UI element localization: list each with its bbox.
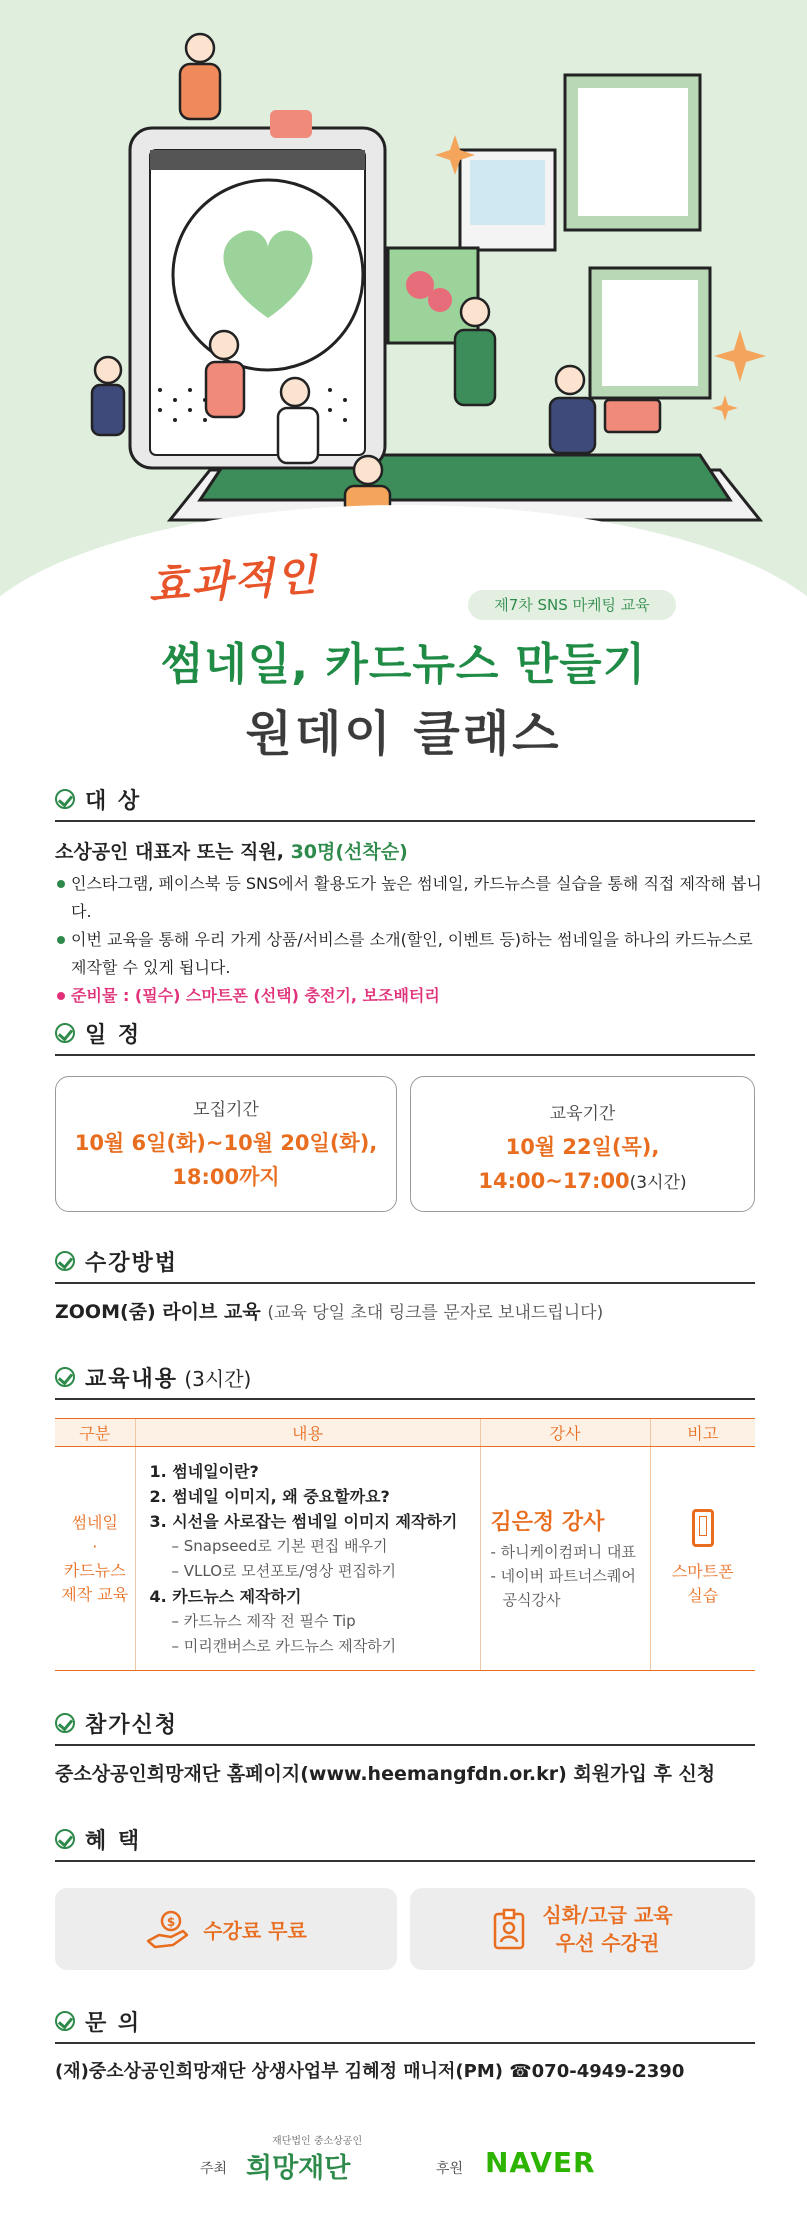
series-tag: 제7차 SNS 마케팅 교육 <box>468 590 676 620</box>
svg-text:$: $ <box>167 1915 176 1929</box>
benefit-free-tuition <box>55 1888 397 1970</box>
lecturer-name: 김은정 강사 <box>490 1509 605 1535</box>
edu-time <box>411 1164 754 1200</box>
target-lead-text: 소상공인 대표자 또는 직원, <box>55 841 291 863</box>
lecturer-desc: - 네이버 파트너스퀘어 <box>490 1566 636 1585</box>
content-subitem: – 미리캔버스로 카드뉴스 제작하기 <box>171 1636 397 1655</box>
target-bullet: 인스타그램, 페이스북 등 SNS에서 활용도가 높은 썸네일, 카드뉴스를 실습을 통해 직접 제작해 봅니다. <box>55 870 765 926</box>
target-lead <box>55 838 765 866</box>
footer <box>0 2128 807 2198</box>
recruit-label: 모집기간 <box>193 1100 259 1120</box>
content-item: 4. 카드뉴스 제작하기 <box>149 1586 302 1606</box>
category-text: · <box>92 1536 98 1556</box>
section-apply-header <box>55 1702 755 1746</box>
benefit-label-line: 심화/고급 교육 <box>542 1903 673 1927</box>
column-header: 내용 <box>135 1419 480 1447</box>
column-header: 강사 <box>480 1419 650 1447</box>
table-header-row <box>55 1419 755 1447</box>
section-curriculum-header <box>55 1356 755 1400</box>
section-contact-header <box>55 2000 755 2044</box>
check-circle-icon <box>55 1023 75 1043</box>
edu-date: 10월 22일(목), <box>505 1135 660 1159</box>
check-circle-icon <box>55 789 75 809</box>
host-logo-small: 재단법인 중소상공인 <box>272 2136 363 2147</box>
note-text: 실습 <box>687 1586 719 1605</box>
naver-logo: NAVER <box>485 2146 596 2179</box>
content-item: 2. 썸네일 이미지, 왜 중요할까요? <box>149 1486 390 1506</box>
category-cell <box>55 1447 135 1671</box>
section-target-header <box>55 778 755 822</box>
recruit-deadline: 18:00까지 <box>172 1165 280 1189</box>
content-item: 1. 썸네일이란? <box>149 1461 259 1481</box>
contact-text: (재)중소상공인희망재단 상생사업부 김혜정 매니저(PM) ☎070-4949-2390 <box>55 2061 685 2082</box>
section-title: 혜 택 <box>85 1828 142 1854</box>
script-title: 효과적인 <box>146 550 320 611</box>
host-logo: 희망재단 <box>246 2153 351 2184</box>
content-item: 3. 시선을 사로잡는 썸네일 이미지 제작하기 <box>149 1511 458 1531</box>
section-title: 일 정 <box>85 1022 142 1048</box>
method-text <box>55 1298 765 1327</box>
section-title: 수강방법 <box>85 1250 179 1276</box>
section-title: 참가신청 <box>85 1712 179 1738</box>
column-header: 비고 <box>650 1419 755 1447</box>
section-method-header <box>55 1240 755 1284</box>
hero-illustration <box>0 0 807 640</box>
table-row <box>55 1447 755 1671</box>
recruit-dates: 10월 6일(화)~10월 20일(화), <box>74 1131 378 1155</box>
coin-hand-icon <box>145 1909 191 1949</box>
lecturer-cell <box>480 1447 650 1671</box>
method-main: ZOOM(줌) 라이브 교육 <box>55 1301 268 1323</box>
benefit-priority-ticket <box>410 1888 755 1970</box>
category-text: 제작 교육 <box>61 1584 129 1604</box>
target-body <box>55 838 765 1010</box>
apply-text: 중소상공인희망재단 홈페이지(www.heemangfdn.or.kr) 회원가입 후 신청 <box>55 1763 716 1785</box>
content-cell <box>135 1447 480 1671</box>
category-text: 썸네일 <box>71 1512 118 1532</box>
benefit-label-line: 우선 수강권 <box>555 1931 660 1955</box>
target-lead-highlight: 30명(선착순) <box>290 841 408 863</box>
category-text: 카드뉴스 <box>63 1560 126 1580</box>
id-badge-icon <box>492 1908 526 1950</box>
content-subitem: – 카드뉴스 제작 전 필수 Tip <box>171 1611 356 1630</box>
lecturer-desc: - 하니케이컴퍼니 대표 <box>490 1542 636 1561</box>
sponsor-label: 후원 <box>436 2161 464 2177</box>
method-note: (교육 당일 초대 링크를 문자로 보내드립니다) <box>267 1303 604 1323</box>
target-supplies: 준비물 : (필수) 스마트폰 (선택) 충전기, 보조배터리 <box>55 982 765 1010</box>
curriculum-table <box>55 1418 755 1671</box>
check-circle-icon <box>55 1251 75 1271</box>
curriculum-duration: (3시간) <box>178 1366 252 1391</box>
smartphone-icon <box>692 1509 714 1547</box>
section-title: 대 상 <box>85 788 142 814</box>
content-subitem: – VLLO로 모션포토/영상 편집하기 <box>171 1561 396 1580</box>
check-circle-icon <box>55 1713 75 1733</box>
edu-time-duration: (3시간) <box>629 1173 687 1193</box>
edu-time-value: 14:00~17:00 <box>478 1169 630 1193</box>
section-benefit-header <box>55 1818 755 1862</box>
column-header: 구분 <box>55 1419 135 1447</box>
check-circle-icon <box>55 1367 75 1387</box>
target-bullet: 이번 교육을 통해 우리 가게 상품/서비스를 소개(할인, 이벤트 등)하는 썸네일을 하나의 카드뉴스로 제작할 수 있게 됩니다. <box>55 926 765 982</box>
edu-label: 교육기간 <box>549 1104 616 1124</box>
content-subitem: – Snapseed로 기본 편집 배우기 <box>171 1536 388 1555</box>
check-circle-icon <box>55 2011 75 2031</box>
benefit-label <box>542 1901 672 1957</box>
main-title: 썸네일, 카드뉴스 만들기 <box>160 639 647 690</box>
note-text: 스마트폰 <box>671 1562 734 1581</box>
sub-title: 원데이 클래스 <box>245 706 562 762</box>
host-label: 주최 <box>200 2161 228 2177</box>
benefit-label: 수강료 무료 <box>203 1918 307 1943</box>
lecturer-desc: 공식강사 <box>502 1590 561 1609</box>
note-cell <box>650 1447 755 1671</box>
edu-period-box <box>410 1076 755 1212</box>
section-title: 문 의 <box>85 2010 142 2036</box>
check-circle-icon <box>55 1829 75 1849</box>
curriculum-heading: 교육내용 <box>85 1366 179 1392</box>
recruit-period-box <box>55 1076 397 1212</box>
section-schedule-header <box>55 1012 755 1056</box>
section-title <box>85 1362 251 1393</box>
